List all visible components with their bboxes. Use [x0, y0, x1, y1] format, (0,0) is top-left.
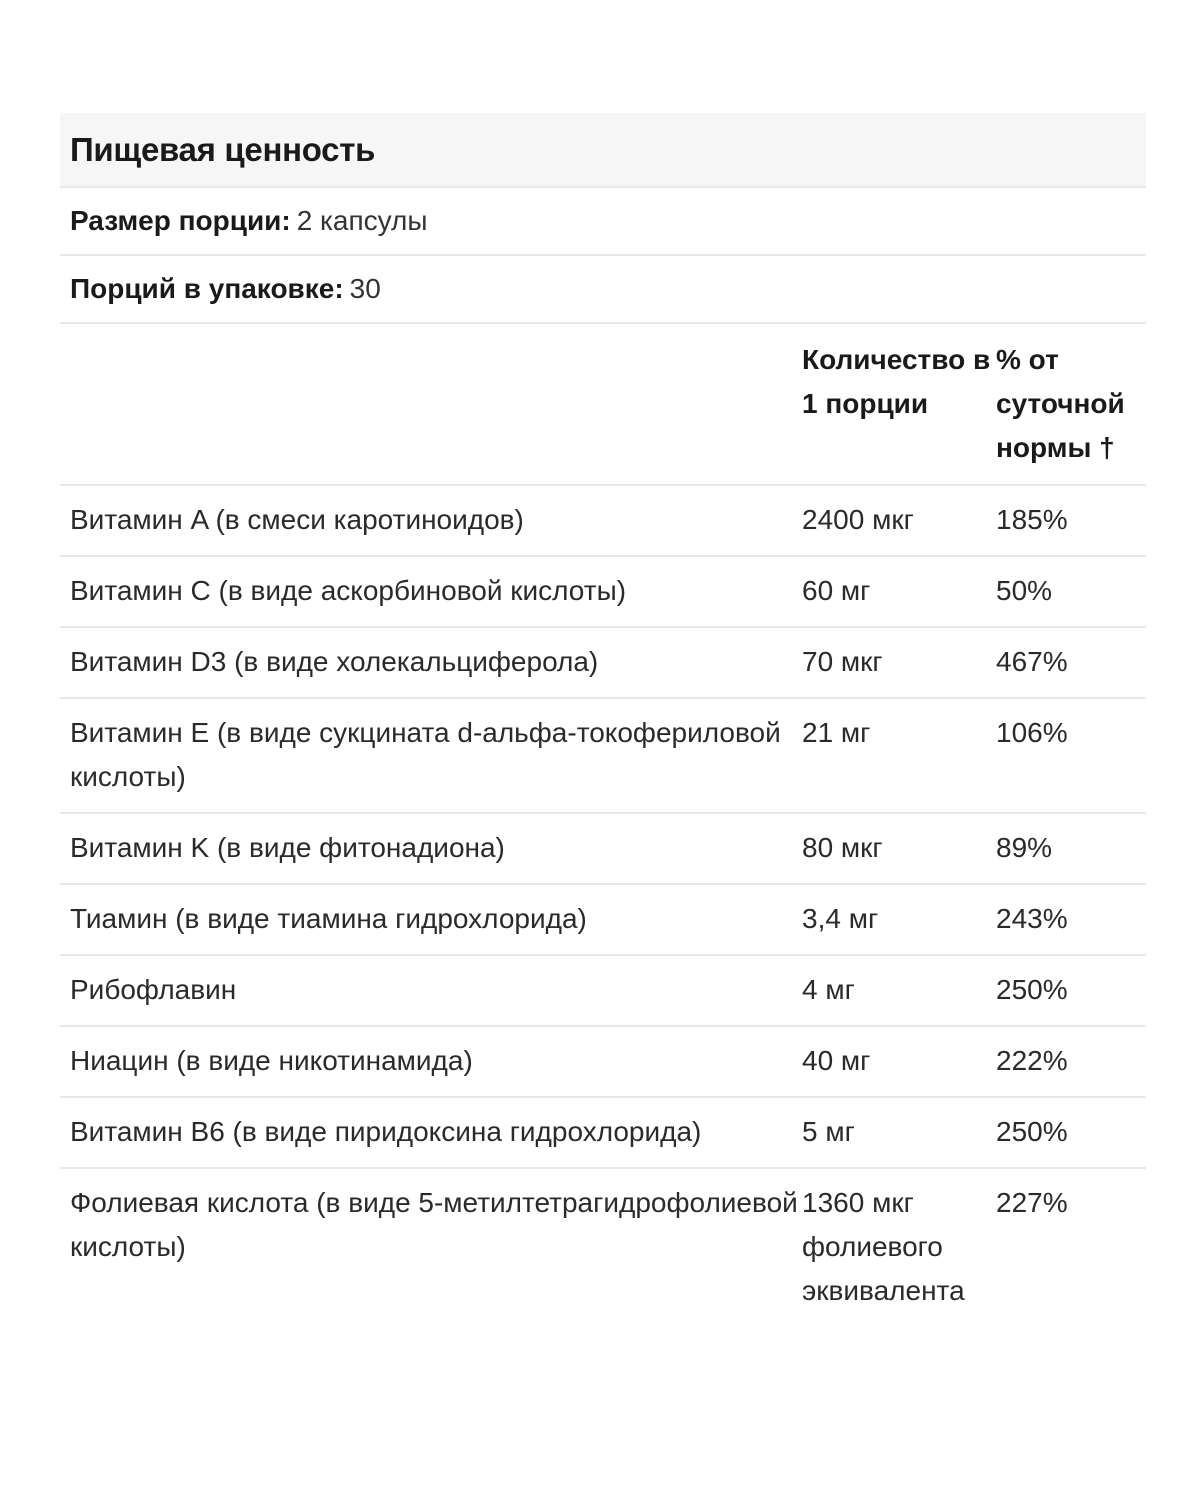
table-row: [60, 956, 1146, 1027]
nutrient-daily-value: 250%: [996, 974, 1068, 1005]
table-row: [60, 486, 1146, 557]
nutrient-name: Витамин B6 (в виде пиридоксина гидрохлорида): [70, 1116, 702, 1147]
page-title: Пищевая ценность: [70, 130, 376, 168]
nutrient-amount: 2400 мкг: [802, 504, 914, 535]
servings-per-container-value: 30: [349, 273, 381, 304]
column-header-name: [70, 338, 802, 470]
nutrient-daily-value: 222%: [996, 1045, 1068, 1076]
nutrient-daily-value: 243%: [996, 903, 1068, 934]
table-header-row: [60, 324, 1146, 486]
table-row: [60, 628, 1146, 699]
nutrient-daily-value: 185%: [996, 504, 1068, 535]
table-row: [60, 557, 1146, 628]
nutrient-daily-value: 106%: [996, 717, 1068, 748]
serving-size-label: Размер порции:: [70, 205, 291, 236]
nutrient-amount: 5 мг: [802, 1116, 855, 1147]
table-row: [60, 885, 1146, 956]
table-row: [60, 699, 1146, 814]
nutrient-name: Витамин D3 (в виде холекальциферола): [70, 646, 599, 677]
nutrient-daily-value: 467%: [996, 646, 1068, 677]
table-row: [60, 814, 1146, 885]
column-header-daily-value: % от суточной нормы †: [996, 344, 1125, 463]
nutrient-daily-value: 50%: [996, 575, 1053, 606]
nutrient-amount: 1360 мкг фолиевого эквивалента: [802, 1187, 965, 1306]
nutrient-name: Витамин A (в смеси каротиноидов): [70, 504, 524, 535]
nutrition-facts-table: [60, 113, 1146, 1326]
nutrient-name: Фолиевая кислота (в виде 5-метилтетрагидрофолиевой кислоты): [70, 1187, 798, 1262]
nutrient-daily-value: 227%: [996, 1187, 1068, 1218]
nutrient-amount: 3,4 мг: [802, 903, 879, 934]
nutrient-name: Витамин E (в виде сукцината d-альфа-токофериловой кислоты): [70, 717, 781, 792]
nutrient-amount: 40 мг: [802, 1045, 871, 1076]
table-row: [60, 1027, 1146, 1098]
nutrient-amount: 60 мг: [802, 575, 871, 606]
nutrient-daily-value: 250%: [996, 1116, 1068, 1147]
table-row: [60, 1098, 1146, 1169]
nutrient-amount: 70 мкг: [802, 646, 883, 677]
nutrient-name: Рибофлавин: [70, 974, 237, 1005]
nutrient-daily-value: 89%: [996, 832, 1053, 863]
nutrient-amount: 4 мг: [802, 974, 855, 1005]
nutrient-name: Витамин K (в виде фитонадиона): [70, 832, 505, 863]
nutrient-name: Тиамин (в виде тиамина гидрохлорида): [70, 903, 587, 934]
serving-size-value: 2 капсулы: [296, 205, 428, 236]
title-row: [60, 113, 1146, 188]
nutrient-name: Витамин C (в виде аскорбиновой кислоты): [70, 575, 627, 606]
nutrient-amount: 21 мг: [802, 717, 871, 748]
nutrient-amount: 80 мкг: [802, 832, 883, 863]
table-row: [60, 1169, 1146, 1326]
column-header-amount: Количество в 1 порции: [802, 344, 991, 419]
servings-per-container-row: [60, 256, 1146, 324]
nutrient-name: Ниацин (в виде никотинамида): [70, 1045, 473, 1076]
servings-per-container-label: Порций в упаковке:: [70, 273, 344, 304]
serving-size-row: [60, 188, 1146, 256]
